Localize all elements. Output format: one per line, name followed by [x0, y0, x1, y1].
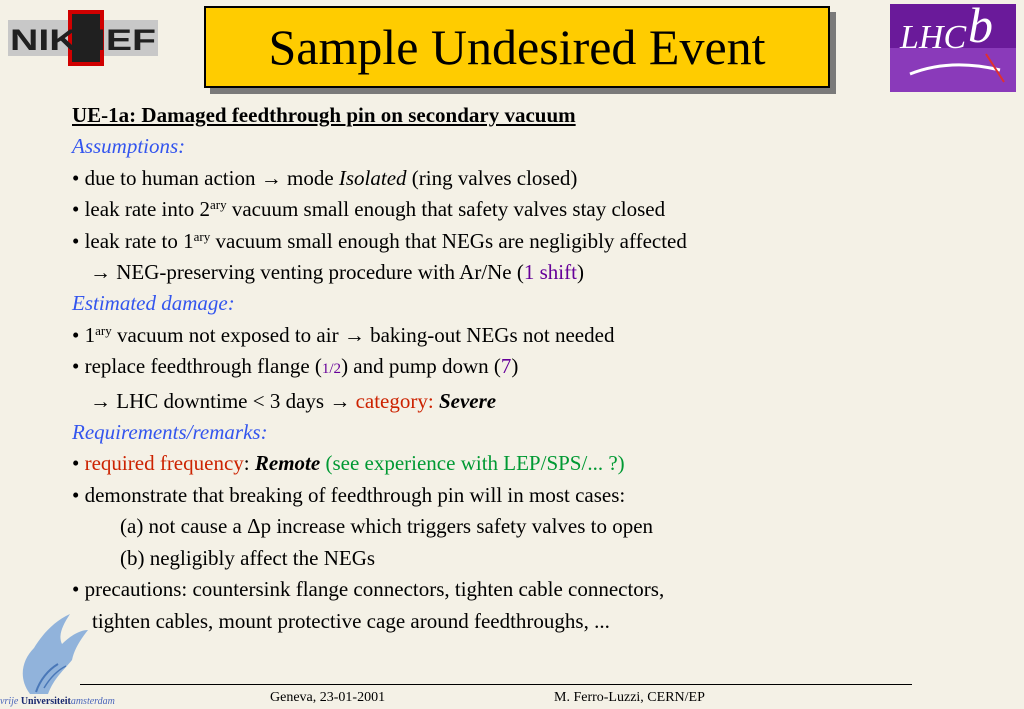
arrow-icon: →	[260, 165, 282, 190]
nikhef-logo	[6, 8, 164, 68]
assumption-3: • leak rate to $1^{ary}$ vacuum small enough that NEGs are negligibly affected	[72, 228, 687, 253]
assumption-1: • due to human action → mode Isolated (ring valves closed)	[72, 165, 578, 190]
lhcb-logo-b: b	[968, 4, 993, 53]
slide-body	[72, 100, 972, 637]
section-damage: Estimated damage:	[72, 291, 235, 316]
section-requirements: Requirements/remarks:	[72, 420, 268, 445]
arrow-icon: →	[90, 260, 111, 285]
lhcb-logo	[890, 4, 1016, 92]
footer-author: M. Ferro-Luzzi, CERN/EP	[554, 690, 705, 705]
assumption-2: • leak rate into $2^{ary}$ vacuum small enough that safety valves stay closed	[72, 197, 666, 222]
requirement-2b: (b) negligibly affect the NEGs	[120, 545, 376, 570]
requirement-2a: (a) not cause a Δp increase which triggers safety valves to open	[120, 514, 654, 539]
slide-title: Sample Undesired Event	[268, 19, 766, 75]
footer-location-date: Geneva, 23-01-2001	[270, 690, 386, 705]
requirement-2: • demonstrate that breaking of feedthrough pin will in most cases:	[72, 482, 626, 507]
vu-griffin-logo	[0, 608, 130, 709]
vu-logo-text: vrije Universiteitamsterdam	[0, 696, 115, 707]
damage-3: → LHC downtime < 3 days → category: Severe	[90, 388, 497, 413]
nikhef-logo-text: NIKHEF	[10, 24, 156, 57]
arrow-icon: →	[329, 388, 351, 413]
damage-2: • replace feedthrough flange (1/2) and pump down (7)	[72, 354, 519, 379]
assumption-3-consequence: → NEG-preserving venting procedure with Ar/Ne (1 shift)	[90, 260, 584, 285]
arrow-icon: →	[90, 388, 111, 413]
requirement-3-cont: tighten cables, mount protective cage around feedthroughs, ...	[92, 608, 610, 633]
heading: UE-1a: Damaged feedthrough pin on secondary vacuum	[72, 103, 576, 127]
damage-1: • $1^{ary}$ vacuum not exposed to air → baking-out NEGs not needed	[72, 322, 615, 347]
requirement-3: • precautions: countersink flange connectors, tighten cable connectors,	[72, 577, 665, 602]
footer-divider	[80, 684, 912, 685]
lhcb-logo-text: LHC	[900, 19, 967, 56]
requirement-1: • required frequency: Remote (see experience with LEP/SPS/... ?)	[72, 451, 625, 476]
arrow-icon: →	[343, 322, 365, 347]
title-box	[204, 6, 830, 88]
section-assumptions: Assumptions:	[72, 134, 186, 159]
